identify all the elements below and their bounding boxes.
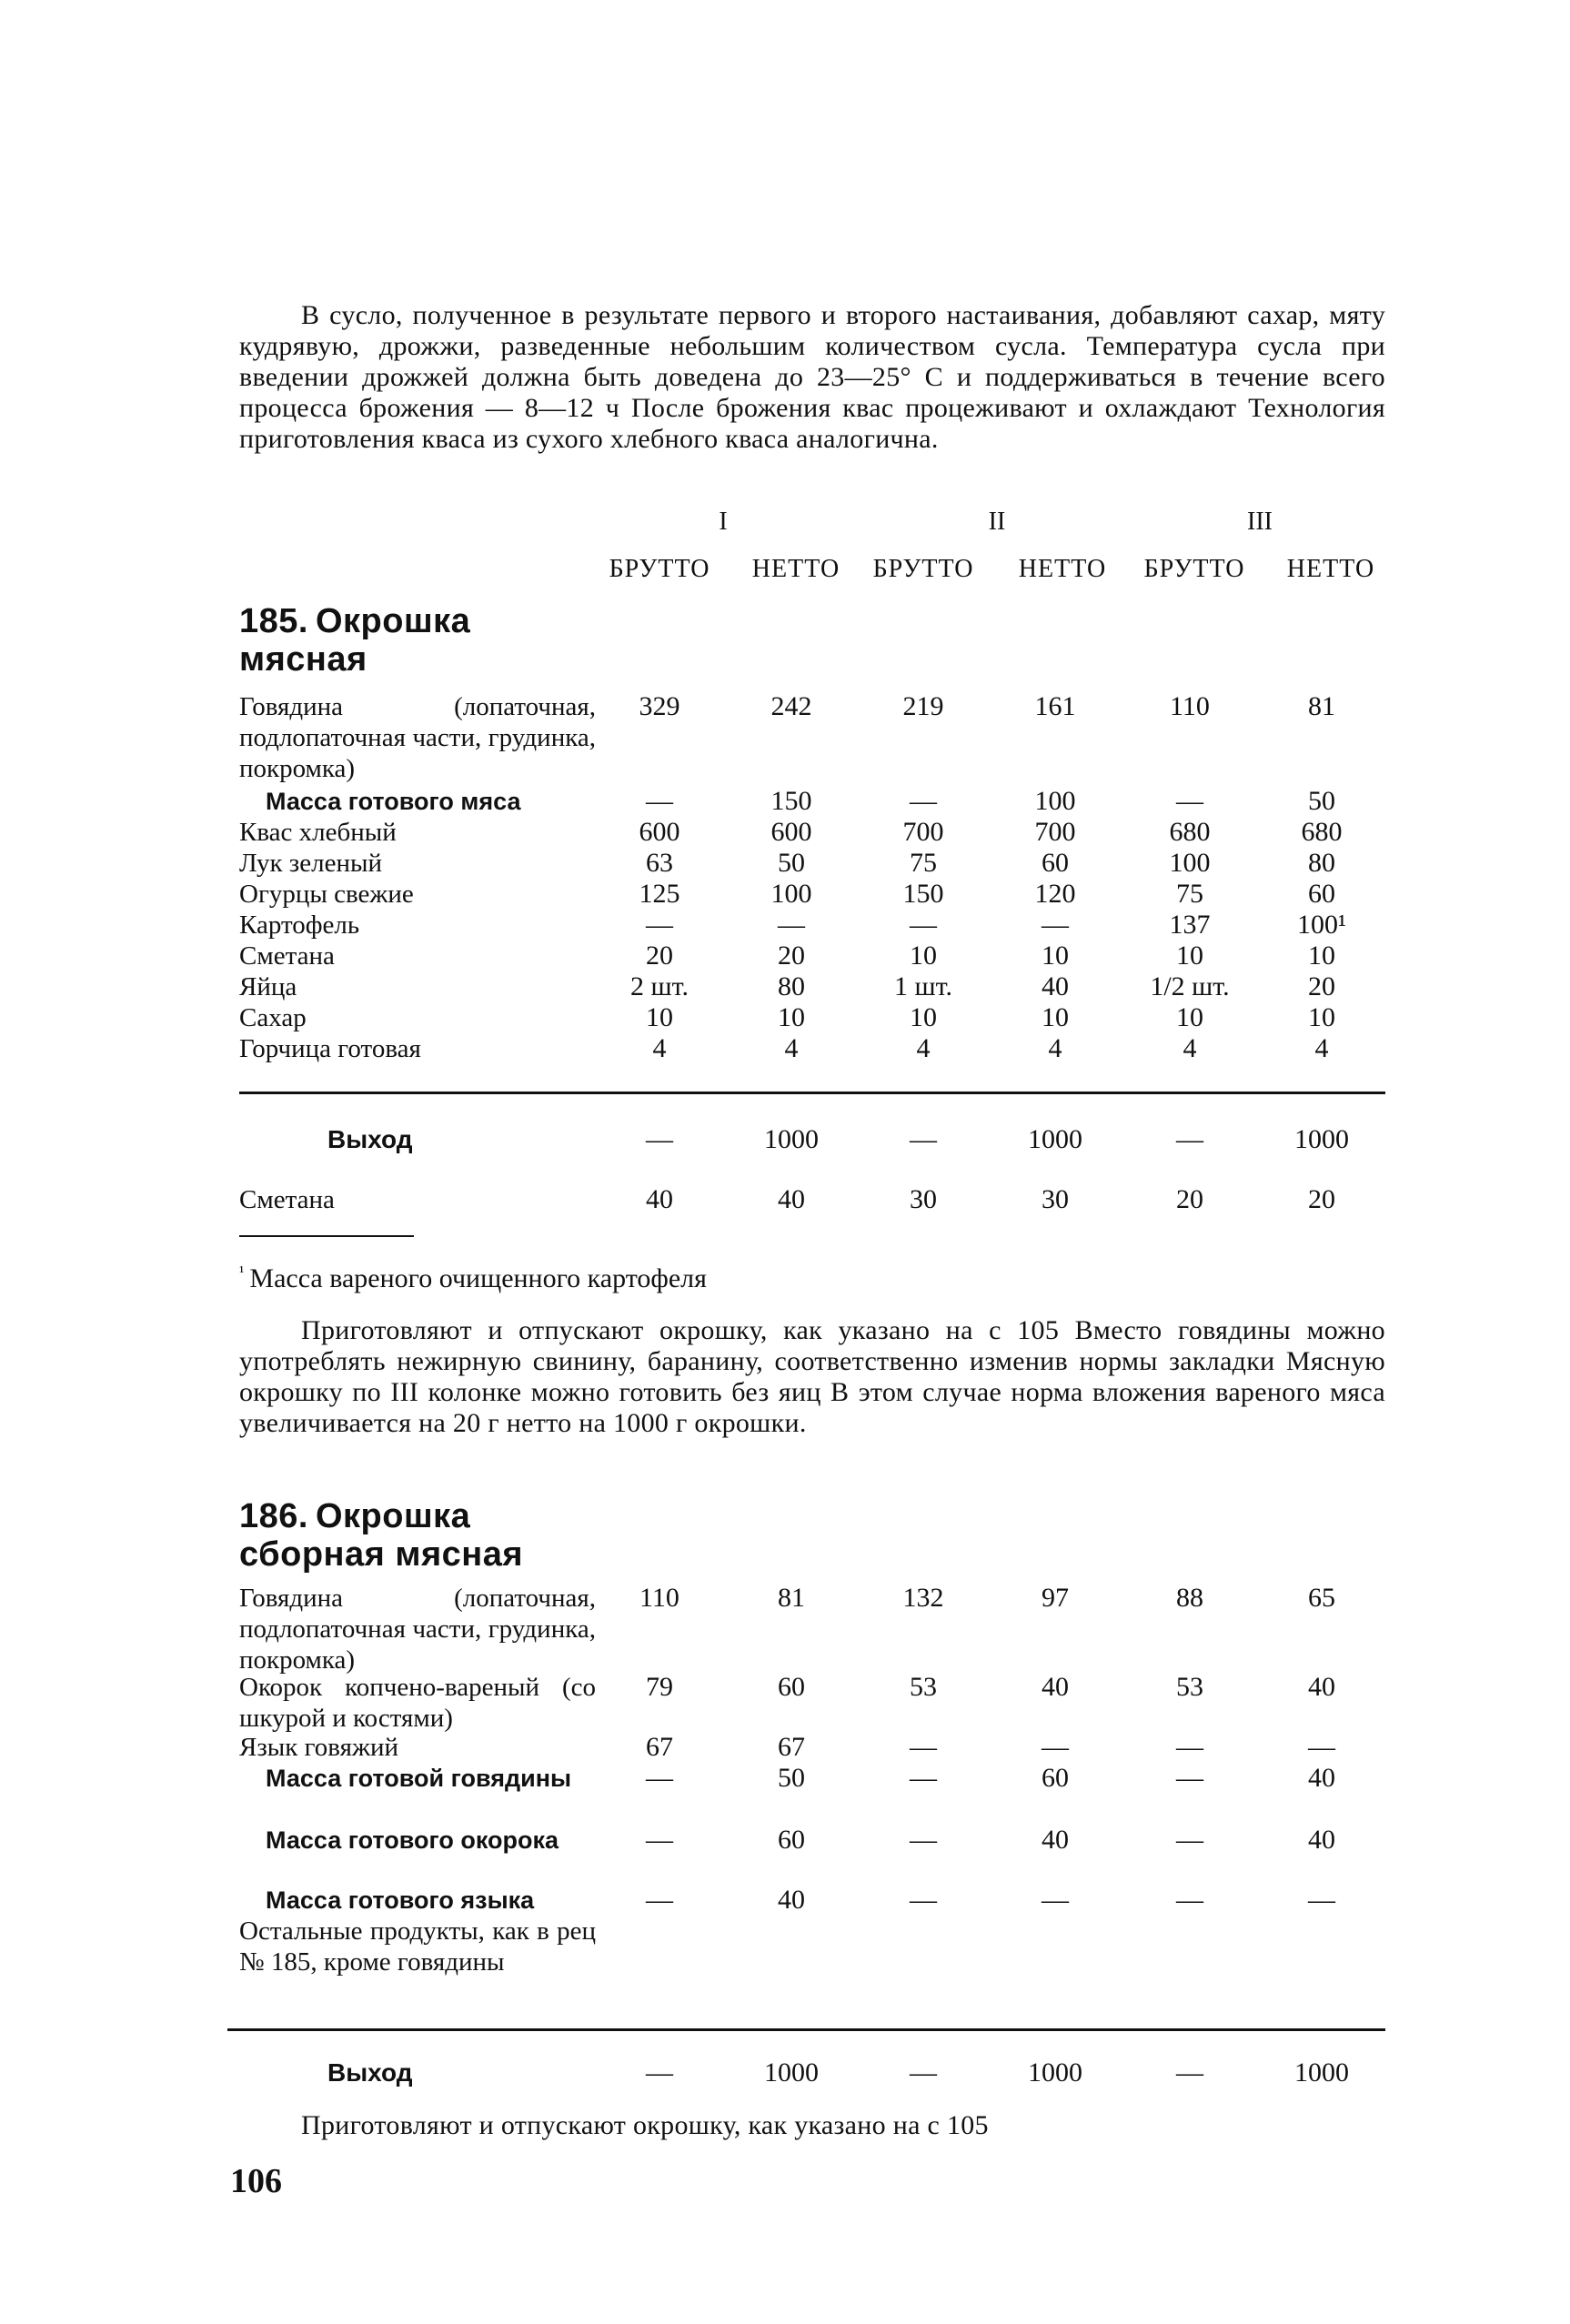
column-header-brutto-1: БРУТТО: [609, 555, 710, 583]
column-header-netto-2: НЕТТО: [1018, 555, 1107, 583]
table-cell: 132: [902, 1583, 944, 1613]
recipe-185-extra-label: Сметана: [239, 1185, 335, 1214]
table-cell: —: [646, 910, 673, 940]
table-cell: 53: [910, 1672, 937, 1702]
table-cell: 10: [1042, 1002, 1069, 1032]
table-cell: 30: [910, 1184, 937, 1214]
table-cell: 10: [1176, 1002, 1203, 1032]
table-cell: 60: [778, 1672, 805, 1702]
table-cell: 10: [1042, 941, 1069, 971]
column-group-II: II: [988, 508, 1006, 536]
table-cell: 60: [1042, 848, 1069, 878]
recipe-185-yield-label: Выход: [327, 1125, 413, 1153]
table-cell: —: [646, 2057, 673, 2088]
table-cell: 75: [910, 848, 937, 878]
ingredient-name: Остальные продукты, как в рец № 185, кроме говядины: [239, 1917, 596, 1977]
table-cell: 10: [1176, 941, 1203, 971]
table-cell: 4: [916, 1033, 931, 1063]
recipe-186-note: Приготовляют и отпускают окрошку, как указано на с 105: [301, 2110, 989, 2140]
ingredient-name: Яйца: [239, 972, 297, 1001]
ingredient-name: Картофель: [239, 910, 360, 940]
table-cell: 1000: [1294, 1124, 1349, 1154]
table-cell: 150: [902, 879, 944, 909]
table-cell: 4: [1314, 1033, 1329, 1063]
recipe-185-note: Приготовляют и отпускают окрошку, как указано на с 105 Вместо говядины можно употреблять нежирную свинину, баранину, соответственно изменив нормы закладки Мясную окрошку по III колонке можно готовить без яиц В этом случае норма вложения вареного мяса увеличивается на 20 г нетто на 1000 г окрошки.: [239, 1315, 1385, 1438]
ingredient-name: Масса готовой говядины: [266, 1765, 572, 1792]
ingredient-name: Говядина (лопаточная, подлопаточная части, грудинка, покромка): [239, 1584, 596, 1675]
table-cell: 4: [1048, 1033, 1062, 1063]
table-cell: 81: [778, 1583, 805, 1613]
table-cell: 680: [1301, 817, 1343, 847]
recipe-185-number: 185.: [239, 602, 308, 640]
table-cell: 10: [910, 941, 937, 971]
table-cell: 60: [1042, 1763, 1069, 1793]
table-cell: 40: [646, 1184, 673, 1214]
table-cell: 30: [1042, 1184, 1069, 1214]
table-cell: 700: [902, 817, 944, 847]
table-cell: 88: [1176, 1583, 1203, 1613]
table-cell: —: [1042, 910, 1069, 940]
table-cell: 1 шт.: [894, 971, 952, 1001]
table-cell: 100: [1169, 848, 1211, 878]
table-cell: 100: [770, 879, 812, 909]
column-header-brutto-2: БРУТТО: [872, 555, 974, 583]
table-cell: 125: [639, 879, 680, 909]
table-cell: —: [910, 1732, 937, 1762]
table-cell: —: [1176, 1885, 1203, 1915]
table-cell: —: [1308, 1885, 1335, 1915]
footnote-mark: ¹: [239, 1263, 245, 1281]
table-cell: 4: [652, 1033, 667, 1063]
table-cell: 50: [1308, 786, 1335, 816]
table-cell: —: [646, 1825, 673, 1855]
table-cell: 10: [1308, 941, 1335, 971]
table-cell: 20: [778, 941, 805, 971]
table-cell: 10: [910, 1002, 937, 1032]
table-cell: —: [910, 1763, 937, 1793]
table-cell: —: [646, 1763, 673, 1793]
table-cell: 700: [1034, 817, 1076, 847]
ingredient-name: Горчица готовая: [239, 1034, 421, 1063]
column-header-netto-3: НЕТТО: [1286, 555, 1375, 583]
table-cell: 2 шт.: [630, 971, 689, 1001]
column-group-I: I: [719, 508, 728, 536]
table-cell: —: [1176, 1825, 1203, 1855]
table-cell: 150: [770, 786, 812, 816]
page-number: 106: [230, 2162, 282, 2200]
table-cell: 40: [1042, 971, 1069, 1001]
intro-paragraph: В сусло, полученное в результате первого и второго настаивания, добавляют сахар, мяту кудрявую, дрожжи, разведенные небольшим количеством сусла. Температура сусла при введении дрожжей должна быть доведена до 23—25° С и поддерживаться в течение всего процесса брожения — 8—12 ч После брожения квас процеживают и охлаждают Технология приготовления кваса из сухого хлебного кваса аналогична.: [239, 300, 1385, 454]
table-cell: —: [910, 1885, 937, 1915]
table-cell: 20: [1308, 1184, 1335, 1214]
ingredient-name: Масса готового окорока: [266, 1826, 559, 1854]
ingredient-name: Масса готового мяса: [266, 788, 521, 815]
table-cell: —: [910, 1124, 937, 1154]
table-cell: —: [910, 2057, 937, 2088]
recipe-186-number: 186.: [239, 1497, 308, 1535]
table-cell: 110: [1170, 691, 1210, 721]
table-cell: 65: [1308, 1583, 1335, 1613]
table-cell: —: [910, 910, 937, 940]
table-cell: 680: [1169, 817, 1211, 847]
table-cell: 63: [646, 848, 673, 878]
table-cell: —: [1042, 1885, 1069, 1915]
table-cell: 75: [1176, 879, 1203, 909]
table-cell: 100¹: [1297, 910, 1346, 940]
table-cell: —: [1176, 786, 1203, 816]
table-cell: 79: [646, 1672, 673, 1702]
table-cell: —: [646, 786, 673, 816]
table-cell: 600: [639, 817, 680, 847]
table-cell: 40: [1042, 1672, 1069, 1702]
table-cell: 10: [1308, 1002, 1335, 1032]
footnote: $^{^1}$ Масса вареного очищенного картофеля: [239, 1263, 707, 1293]
table-cell: 10: [778, 1002, 805, 1032]
table-cell: 242: [770, 691, 812, 721]
table-cell: —: [646, 1885, 673, 1915]
table-cell: —: [1176, 1732, 1203, 1762]
table-cell: —: [1176, 1124, 1203, 1154]
table-cell: —: [1176, 2057, 1203, 2088]
table-cell: 4: [784, 1033, 799, 1063]
footnote-divider: [239, 1235, 414, 1237]
ingredient-name: Сметана: [239, 941, 335, 971]
table-cell: 600: [770, 817, 812, 847]
recipe-186-name: Окрошка сборная мясная: [239, 1497, 524, 1574]
table-cell: 1000: [1294, 2057, 1349, 2088]
table-cell: —: [1176, 1763, 1203, 1793]
table-cell: 219: [902, 691, 944, 721]
table-cell: 50: [778, 848, 805, 878]
recipe-186-yield-label: Выход: [327, 2058, 413, 2087]
table-cell: —: [778, 910, 805, 940]
recipe-186-title: [239, 1497, 594, 1574]
table-cell: 80: [778, 971, 805, 1001]
table-cell: 97: [1042, 1583, 1069, 1613]
table-cell: —: [646, 1124, 673, 1154]
table-cell: 80: [1308, 848, 1335, 878]
recipe-185-name: Окрошка мясная: [239, 602, 471, 679]
table-cell: 137: [1169, 910, 1211, 940]
table-cell: 20: [1308, 971, 1335, 1001]
table-cell: 53: [1176, 1672, 1203, 1702]
table-cell: 329: [639, 691, 680, 721]
column-header-brutto-3: БРУТТО: [1143, 555, 1245, 583]
table-divider-2: [227, 2028, 1385, 2031]
table-cell: 67: [778, 1732, 805, 1762]
table-cell: —: [910, 786, 937, 816]
table-cell: 10: [646, 1002, 673, 1032]
table-cell: 1000: [764, 2057, 819, 2088]
ingredient-name: Окорок копчено-вареный (со шкурой и костями): [239, 1673, 596, 1733]
ingredient-name: Язык говяжий: [239, 1733, 399, 1762]
table-cell: 50: [778, 1763, 805, 1793]
ingredient-name: Лук зеленый: [239, 849, 382, 878]
table-cell: 20: [1176, 1184, 1203, 1214]
table-divider: [239, 1092, 1385, 1094]
table-cell: —: [1308, 1732, 1335, 1762]
table-cell: 40: [1308, 1763, 1335, 1793]
table-cell: 120: [1034, 879, 1076, 909]
table-cell: 1000: [764, 1124, 819, 1154]
table-cell: 60: [778, 1825, 805, 1855]
table-cell: 40: [1308, 1825, 1335, 1855]
table-cell: 1000: [1028, 2057, 1082, 2088]
table-cell: 81: [1308, 691, 1335, 721]
table-cell: 40: [778, 1885, 805, 1915]
table-cell: 40: [1042, 1825, 1069, 1855]
table-cell: 4: [1183, 1033, 1197, 1063]
table-cell: —: [1042, 1732, 1069, 1762]
ingredient-name: Сахар: [239, 1003, 307, 1032]
column-group-III: III: [1247, 508, 1273, 536]
ingredient-name: Масса готового языка: [266, 1886, 535, 1914]
table-cell: 100: [1034, 786, 1076, 816]
table-cell: 161: [1034, 691, 1076, 721]
table-cell: 40: [778, 1184, 805, 1214]
table-cell: 20: [646, 941, 673, 971]
table-cell: 60: [1308, 879, 1335, 909]
table-cell: 1000: [1028, 1124, 1082, 1154]
table-cell: 40: [1308, 1672, 1335, 1702]
column-header-netto-1: НЕТТО: [751, 555, 840, 583]
ingredient-name: Квас хлебный: [239, 818, 397, 847]
recipe-185-title: [239, 602, 594, 679]
table-cell: 110: [639, 1583, 679, 1613]
table-cell: 67: [646, 1732, 673, 1762]
table-cell: —: [910, 1825, 937, 1855]
ingredient-name: Огурцы свежие: [239, 880, 414, 909]
table-cell: 1/2 шт.: [1150, 971, 1230, 1001]
ingredient-name: Говядина (лопаточная, подлопаточная части, грудинка, покромка): [239, 692, 596, 783]
